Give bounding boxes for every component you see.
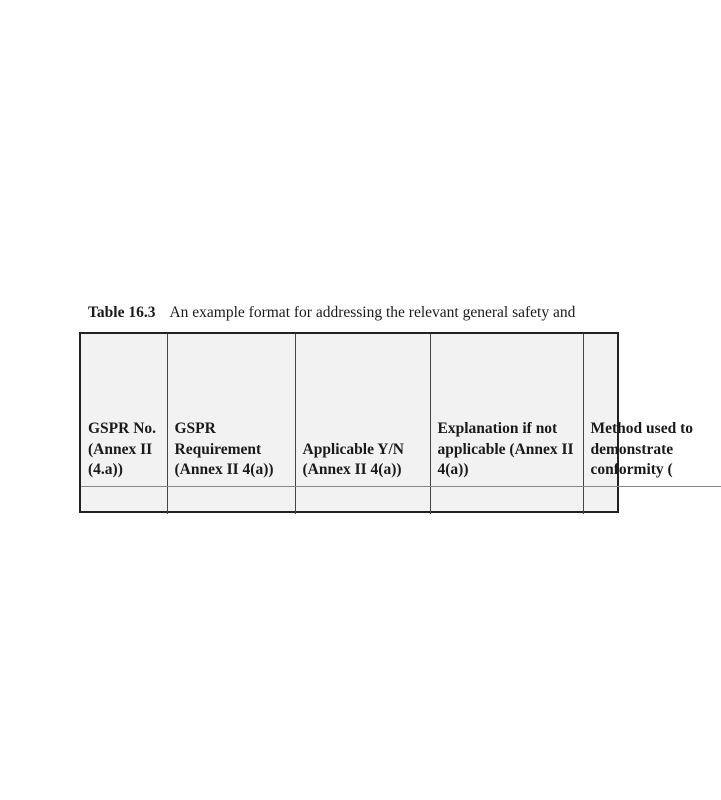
header-method: Method used to demonstrate conformity ( — [583, 334, 721, 486]
table-cell — [583, 486, 721, 514]
header-explanation: Explanation if not applicable (Annex II 4(a)) — [430, 334, 583, 486]
table-caption-number: Table 16.3 — [88, 304, 156, 321]
table-cell — [167, 486, 295, 514]
gspr-table — [81, 334, 721, 514]
table-caption-text: An example format for addressing the relevant general safety and — [169, 304, 576, 321]
header-gspr-no: GSPR No. (Annex II (4.a)) — [81, 334, 167, 486]
gspr-table-container — [79, 332, 693, 513]
table-cell — [81, 486, 167, 514]
header-gspr-requirement: GSPR Requirement (Annex II 4(a)) — [167, 334, 295, 486]
header-applicable: Applicable Y/N (Annex II 4(a)) — [295, 334, 430, 486]
table-caption — [88, 303, 575, 323]
table-cell — [295, 486, 430, 514]
table-cell — [430, 486, 583, 514]
table-row — [81, 486, 721, 514]
table-header-row — [81, 334, 721, 486]
